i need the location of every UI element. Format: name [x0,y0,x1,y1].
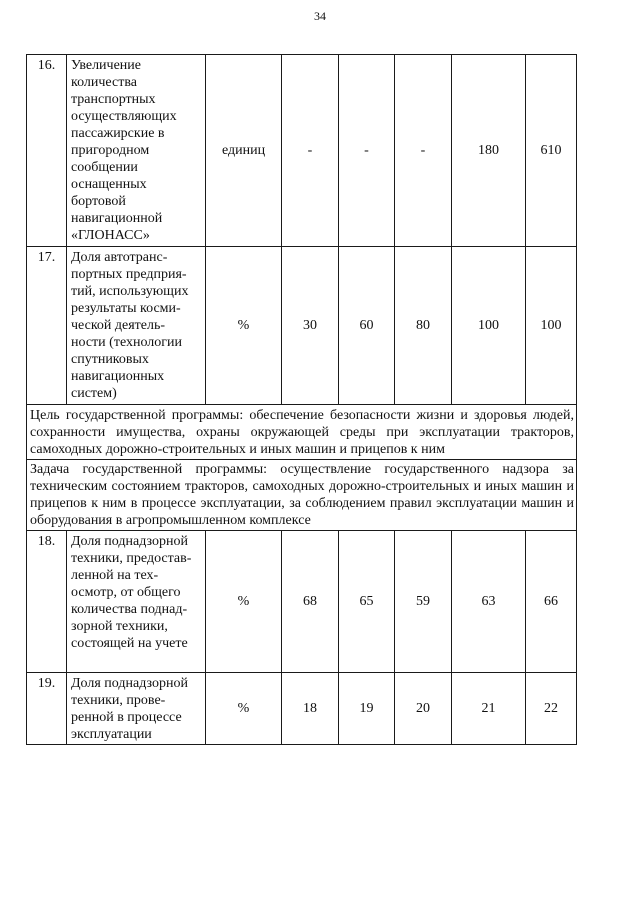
name-line: осуществляющих [71,109,177,124]
goal-row [27,405,577,460]
name-line: Доля поднадзорной [71,676,188,691]
name-line: оснащенных [71,177,147,192]
value-cell: 20 [395,673,452,745]
value-cell: 59 [395,531,452,673]
name-line: пригородном [71,143,150,158]
value-cell: 80 [395,247,452,405]
row-number: 18. [27,531,67,673]
value-cell: 610 [526,55,577,247]
indicator-name [67,55,206,247]
name-line: портных предприя- [71,267,187,282]
value-cell: 60 [339,247,395,405]
name-line: результаты косми- [71,301,181,316]
name-line: спутниковых [71,352,149,367]
value-cell: 63 [452,531,526,673]
name-line: тий, использующих [71,284,189,299]
indicators-table [26,54,577,745]
name-line: количества [71,75,137,90]
name-line: количества поднад- [71,602,188,617]
name-line: состоящей на учете [71,636,188,651]
value-cell: 18 [282,673,339,745]
name-line: техники, прове- [71,693,166,708]
program-goal: Цель государственной программы: обеспечение безопасности жизни и здоровья людей, сохранности имущества, охраны окружающей среды при эксплуатации тракторов, самоходных дорожно-строительных и иных машин и прицепов к ним [27,405,577,460]
table-row [27,673,577,745]
row-number: 17. [27,247,67,405]
row-number: 16. [27,55,67,247]
table-row [27,531,577,673]
indicator-name [67,673,206,745]
name-line: техники, предостав- [71,551,192,566]
name-line: ности (технологии [71,335,182,350]
name-line: осмотр, от общего [71,585,181,600]
unit-cell: единиц [206,55,282,247]
name-line: «ГЛОНАСС» [71,228,150,243]
name-line: Увеличение [71,58,142,73]
value-cell: 65 [339,531,395,673]
name-line: систем) [71,386,117,401]
name-line: ленной на тех- [71,568,159,583]
value-cell: 22 [526,673,577,745]
indicator-name [67,247,206,405]
value-cell: 180 [452,55,526,247]
name-line: навигационной [71,211,163,226]
value-cell: 100 [452,247,526,405]
program-task: Задача государственной программы: осуществление государственного надзора за техническим состоянием тракторов, самоходных дорожно-строительных и иных машин и прицепов к ним в процессе эксплуатации, за соблюдением правил эксплуатации машин и оборудования в агропромышленном комплексе [27,460,577,531]
unit-cell: % [206,531,282,673]
row-number: 19. [27,673,67,745]
value-cell: 19 [339,673,395,745]
name-line: навигационных [71,369,165,384]
value-cell: 68 [282,531,339,673]
value-cell: - [395,55,452,247]
page-number: 34 [314,9,326,23]
value-cell: 30 [282,247,339,405]
name-line: бортовой [71,194,126,209]
unit-cell: % [206,247,282,405]
value-cell: 66 [526,531,577,673]
value-cell: - [282,55,339,247]
unit-cell: % [206,673,282,745]
table-row [27,55,577,247]
name-line: пассажирские в [71,126,165,141]
name-line: сообщении [71,160,138,175]
value-cell: - [339,55,395,247]
name-line: эксплуатации [71,727,152,742]
task-row [27,460,577,531]
name-line: Доля поднадзорной [71,534,188,549]
name-line: Доля автотранс- [71,250,168,265]
name-line: транспортных [71,92,156,107]
indicator-name [67,531,206,673]
table-row [27,247,577,405]
value-cell: 100 [526,247,577,405]
name-line: ренной в процессе [71,710,182,725]
value-cell: 21 [452,673,526,745]
name-line: ческой деятель- [71,318,166,333]
name-line: зорной техники, [71,619,168,634]
